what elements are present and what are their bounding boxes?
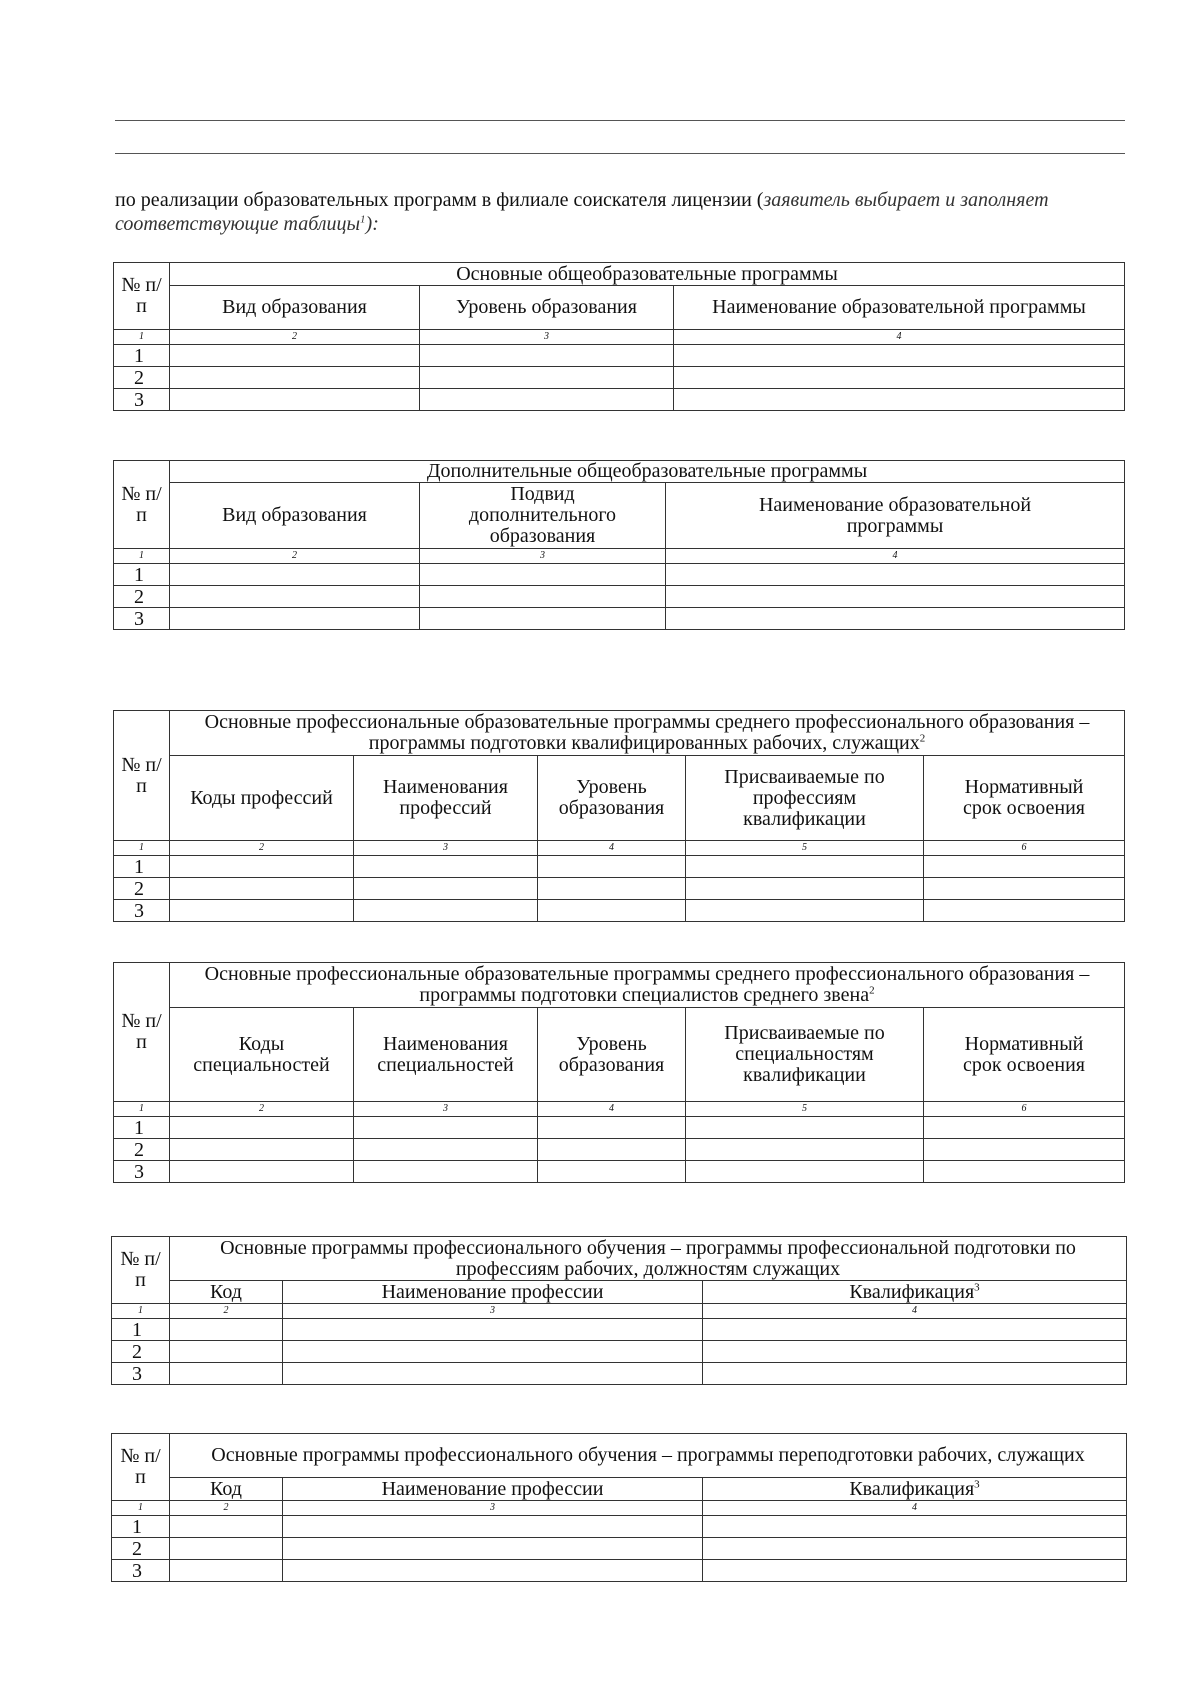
table-skilled-workers [113,710,1125,922]
table-title: Основные общеобразовательные программы [170,263,1125,286]
row-number: 3 [114,389,170,411]
input-cell[interactable] [420,564,666,586]
input-cell[interactable] [538,1161,686,1183]
input-cell[interactable] [703,1319,1127,1341]
index-cell: 1 [112,1501,170,1516]
input-cell[interactable] [170,1538,283,1560]
index-cell: 1 [112,1304,170,1319]
input-cell[interactable] [283,1319,703,1341]
input-cell[interactable] [170,1363,283,1385]
table-mid-level-specialists [113,962,1125,1183]
index-cell: 3 [283,1304,703,1319]
row-number: 1 [112,1319,170,1341]
input-cell[interactable] [686,1117,924,1139]
column-header-text: Квалификация [849,1477,975,1500]
input-cell[interactable] [420,608,666,630]
num-header: № п/п [114,263,170,330]
intro-footnote: 1 [360,213,366,226]
input-cell[interactable] [924,856,1125,878]
input-cell[interactable] [283,1341,703,1363]
input-cell[interactable] [674,389,1125,411]
row-number: 3 [114,608,170,630]
column-header: Код [170,1478,283,1501]
table-title-text: Основные профессиональные образовательные программы среднего профессионального образования – программы подготовки специалистов среднего звена [204,963,1090,1006]
input-cell[interactable] [924,1161,1125,1183]
intro-paragraph [115,188,1135,236]
index-cell: 2 [170,1102,354,1117]
input-cell[interactable] [703,1516,1127,1538]
column-header: Вид образования [170,286,420,330]
column-footnote: 3 [974,1477,980,1490]
input-cell[interactable] [686,1139,924,1161]
input-cell[interactable] [420,389,674,411]
input-cell[interactable] [666,608,1125,630]
table-title-text: Основные профессиональные образовательные программы среднего профессионального образования – программы подготовки квалифицированных рабочих, служащих [204,711,1090,754]
column-header: Наименование образовательной программы [674,286,1125,330]
input-cell[interactable] [703,1341,1127,1363]
input-cell[interactable] [170,856,354,878]
index-cell: 4 [703,1304,1127,1319]
column-header: Код [170,1281,283,1304]
index-cell: 3 [283,1501,703,1516]
table-title: Дополнительные общеобразовательные программы [170,461,1125,483]
input-cell[interactable] [686,856,924,878]
top-rule-1 [115,120,1125,121]
index-cell: 3 [354,841,538,856]
input-cell[interactable] [686,878,924,900]
column-header: Нормативный срок освоения [924,756,1125,841]
index-cell: 5 [686,841,924,856]
input-cell[interactable] [170,1560,283,1582]
index-cell: 4 [674,330,1125,345]
column-header: Наименование профессии [283,1478,703,1501]
intro-closing: ): [365,213,379,235]
index-cell: 2 [170,549,420,564]
input-cell[interactable] [924,1117,1125,1139]
index-cell: 2 [170,1501,283,1516]
num-header: № п/п [112,1434,170,1501]
input-cell[interactable] [283,1363,703,1385]
input-cell[interactable] [170,1341,283,1363]
index-cell: 3 [354,1102,538,1117]
input-cell[interactable] [538,1117,686,1139]
table-additional-programs [113,460,1125,630]
index-cell: 4 [538,1102,686,1117]
index-cell: 4 [703,1501,1127,1516]
input-cell[interactable] [354,1161,538,1183]
input-cell[interactable] [354,856,538,878]
column-header [703,1281,1127,1304]
column-header: Наименования профессий [354,756,538,841]
input-cell[interactable] [674,345,1125,367]
input-cell[interactable] [170,564,420,586]
column-header [703,1478,1127,1501]
column-header: Нормативный срок освоения [924,1008,1125,1102]
column-header: Уровень образования [420,286,674,330]
row-number: 1 [112,1516,170,1538]
column-header: Коды специальностей [170,1008,354,1102]
row-number: 2 [114,878,170,900]
column-header-text: Квалификация [849,1280,975,1303]
input-cell[interactable] [924,900,1125,922]
row-number: 2 [114,367,170,389]
table-retraining [111,1433,1127,1582]
input-cell[interactable] [924,878,1125,900]
input-cell[interactable] [170,1516,283,1538]
index-cell: 4 [538,841,686,856]
input-cell[interactable] [703,1538,1127,1560]
num-header: № п/п [112,1237,170,1304]
input-cell[interactable] [703,1560,1127,1582]
input-cell[interactable] [170,1161,354,1183]
row-number: 3 [112,1363,170,1385]
index-cell: 1 [114,549,170,564]
input-cell[interactable] [420,586,666,608]
column-header: Наименование профессии [283,1281,703,1304]
row-number: 3 [114,900,170,922]
input-cell[interactable] [283,1560,703,1582]
index-cell: 5 [686,1102,924,1117]
index-cell: 1 [114,1102,170,1117]
index-cell: 3 [420,330,674,345]
column-header: Уровень образования [538,1008,686,1102]
intro-italic: заявитель выбирает и заполняет соответствующие таблицы [115,189,1049,235]
num-header: № п/п [114,711,170,841]
input-cell[interactable] [354,1117,538,1139]
column-header: Присваиваемые по профессиям квалификации [686,756,924,841]
input-cell[interactable] [666,564,1125,586]
row-number: 3 [112,1560,170,1582]
input-cell[interactable] [666,586,1125,608]
row-number: 2 [112,1538,170,1560]
input-cell[interactable] [686,900,924,922]
column-header: Подвид дополнительного образования [420,483,666,549]
input-cell[interactable] [170,608,420,630]
index-cell: 1 [114,330,170,345]
input-cell[interactable] [283,1516,703,1538]
index-cell: 2 [170,330,420,345]
row-number: 2 [114,586,170,608]
input-cell[interactable] [170,900,354,922]
table-title: Основные программы профессионального обучения – программы профессиональной подготовки по профессиям рабочих, должностям служащих [170,1237,1127,1281]
index-cell: 6 [924,841,1125,856]
column-header: Уровень образования [538,756,686,841]
input-cell[interactable] [170,1319,283,1341]
table-title: Основные программы профессионального обучения – программы переподготовки рабочих, служащих [170,1434,1127,1478]
table-title [170,711,1125,756]
row-number: 2 [112,1341,170,1363]
input-cell[interactable] [538,856,686,878]
row-number: 1 [114,1117,170,1139]
num-header: № п/п [114,963,170,1102]
table-title [170,963,1125,1008]
input-cell[interactable] [686,1161,924,1183]
input-cell[interactable] [703,1363,1127,1385]
intro-text: по реализации образовательных программ в филиале соискателя лицензии ( [115,189,764,211]
index-cell: 3 [420,549,666,564]
input-cell[interactable] [538,900,686,922]
input-cell[interactable] [170,389,420,411]
index-cell: 6 [924,1102,1125,1117]
row-number: 2 [114,1139,170,1161]
input-cell[interactable] [354,1139,538,1161]
row-number: 1 [114,856,170,878]
column-footnote: 3 [974,1280,980,1293]
column-header: Вид образования [170,483,420,549]
input-cell[interactable] [170,1117,354,1139]
input-cell[interactable] [420,367,674,389]
input-cell[interactable] [354,900,538,922]
input-cell[interactable] [170,878,354,900]
row-number: 1 [114,564,170,586]
input-cell[interactable] [674,367,1125,389]
title-footnote: 2 [869,984,875,997]
table-vocational-training [111,1236,1127,1385]
input-cell[interactable] [538,878,686,900]
row-number: 1 [114,345,170,367]
column-header: Присваиваемые по специальностям квалификации [686,1008,924,1102]
title-footnote: 2 [919,732,926,745]
input-cell[interactable] [170,345,420,367]
column-header: Коды профессий [170,756,354,841]
index-cell: 2 [170,1304,283,1319]
row-number: 3 [114,1161,170,1183]
index-cell: 4 [666,549,1125,564]
index-cell: 2 [170,841,354,856]
input-cell[interactable] [420,345,674,367]
input-cell[interactable] [170,367,420,389]
index-cell: 1 [114,841,170,856]
column-header: Наименование образовательной программы [666,483,1125,549]
input-cell[interactable] [170,1139,354,1161]
input-cell[interactable] [538,1139,686,1161]
num-header: № п/п [114,461,170,549]
input-cell[interactable] [283,1538,703,1560]
input-cell[interactable] [170,586,420,608]
input-cell[interactable] [354,878,538,900]
table-general-programs [113,262,1125,411]
column-header: Наименования специальностей [354,1008,538,1102]
input-cell[interactable] [924,1139,1125,1161]
top-rule-2 [115,153,1125,154]
